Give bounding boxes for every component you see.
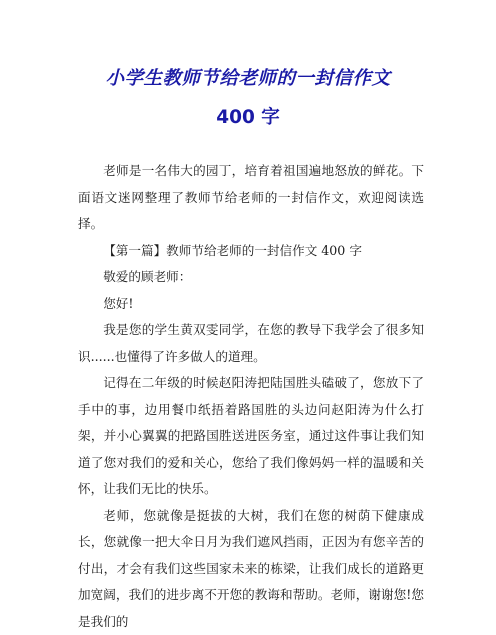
body-paragraph: 记得在二年级的时候赵阳涛把陆国胜头磕破了，您放下了手中的事，边用餐巾纸捂着路国胜的头边问赵阳涛为什么打架，并小心翼翼的把路国胜送进医务室，通过这件事让我们知道了您对我们的爱和关心，您给了我们像妈妈一样的温暖和关怀，让我们无比的快乐。	[78, 370, 424, 503]
section-heading: 【第一篇】教师节给老师的一封信作文 400 字	[78, 238, 424, 265]
salutation: 敬爱的顾老师：	[78, 264, 424, 291]
body-paragraph: 老师，您就像是挺拔的大树，我们在您的树荫下健康成长，您就像一把大伞日月为我们遮风挡雨，正因为有您辛苦的付出，才会有我们这些国家未来的栋梁，让我们成长的道路更加宽阔，我们的进步离不开您的教诲和帮助。老师，谢谢您!您是我们的	[78, 503, 424, 635]
document-title-subline: 400 字	[0, 103, 496, 133]
greeting: 您好!	[78, 291, 424, 318]
intro-paragraph: 老师是一名伟大的园丁，培育着祖国遍地怒放的鲜花。下面语文迷网整理了教师节给老师的一封信作文，欢迎阅读选择。	[78, 158, 424, 238]
body-paragraph: 我是您的学生黄双雯同学，在您的教导下我学会了很多知识......也懂得了许多做人的道理。	[78, 317, 424, 370]
document-title: 小学生教师节给老师的一封信作文	[0, 64, 496, 94]
document-body	[78, 158, 424, 635]
